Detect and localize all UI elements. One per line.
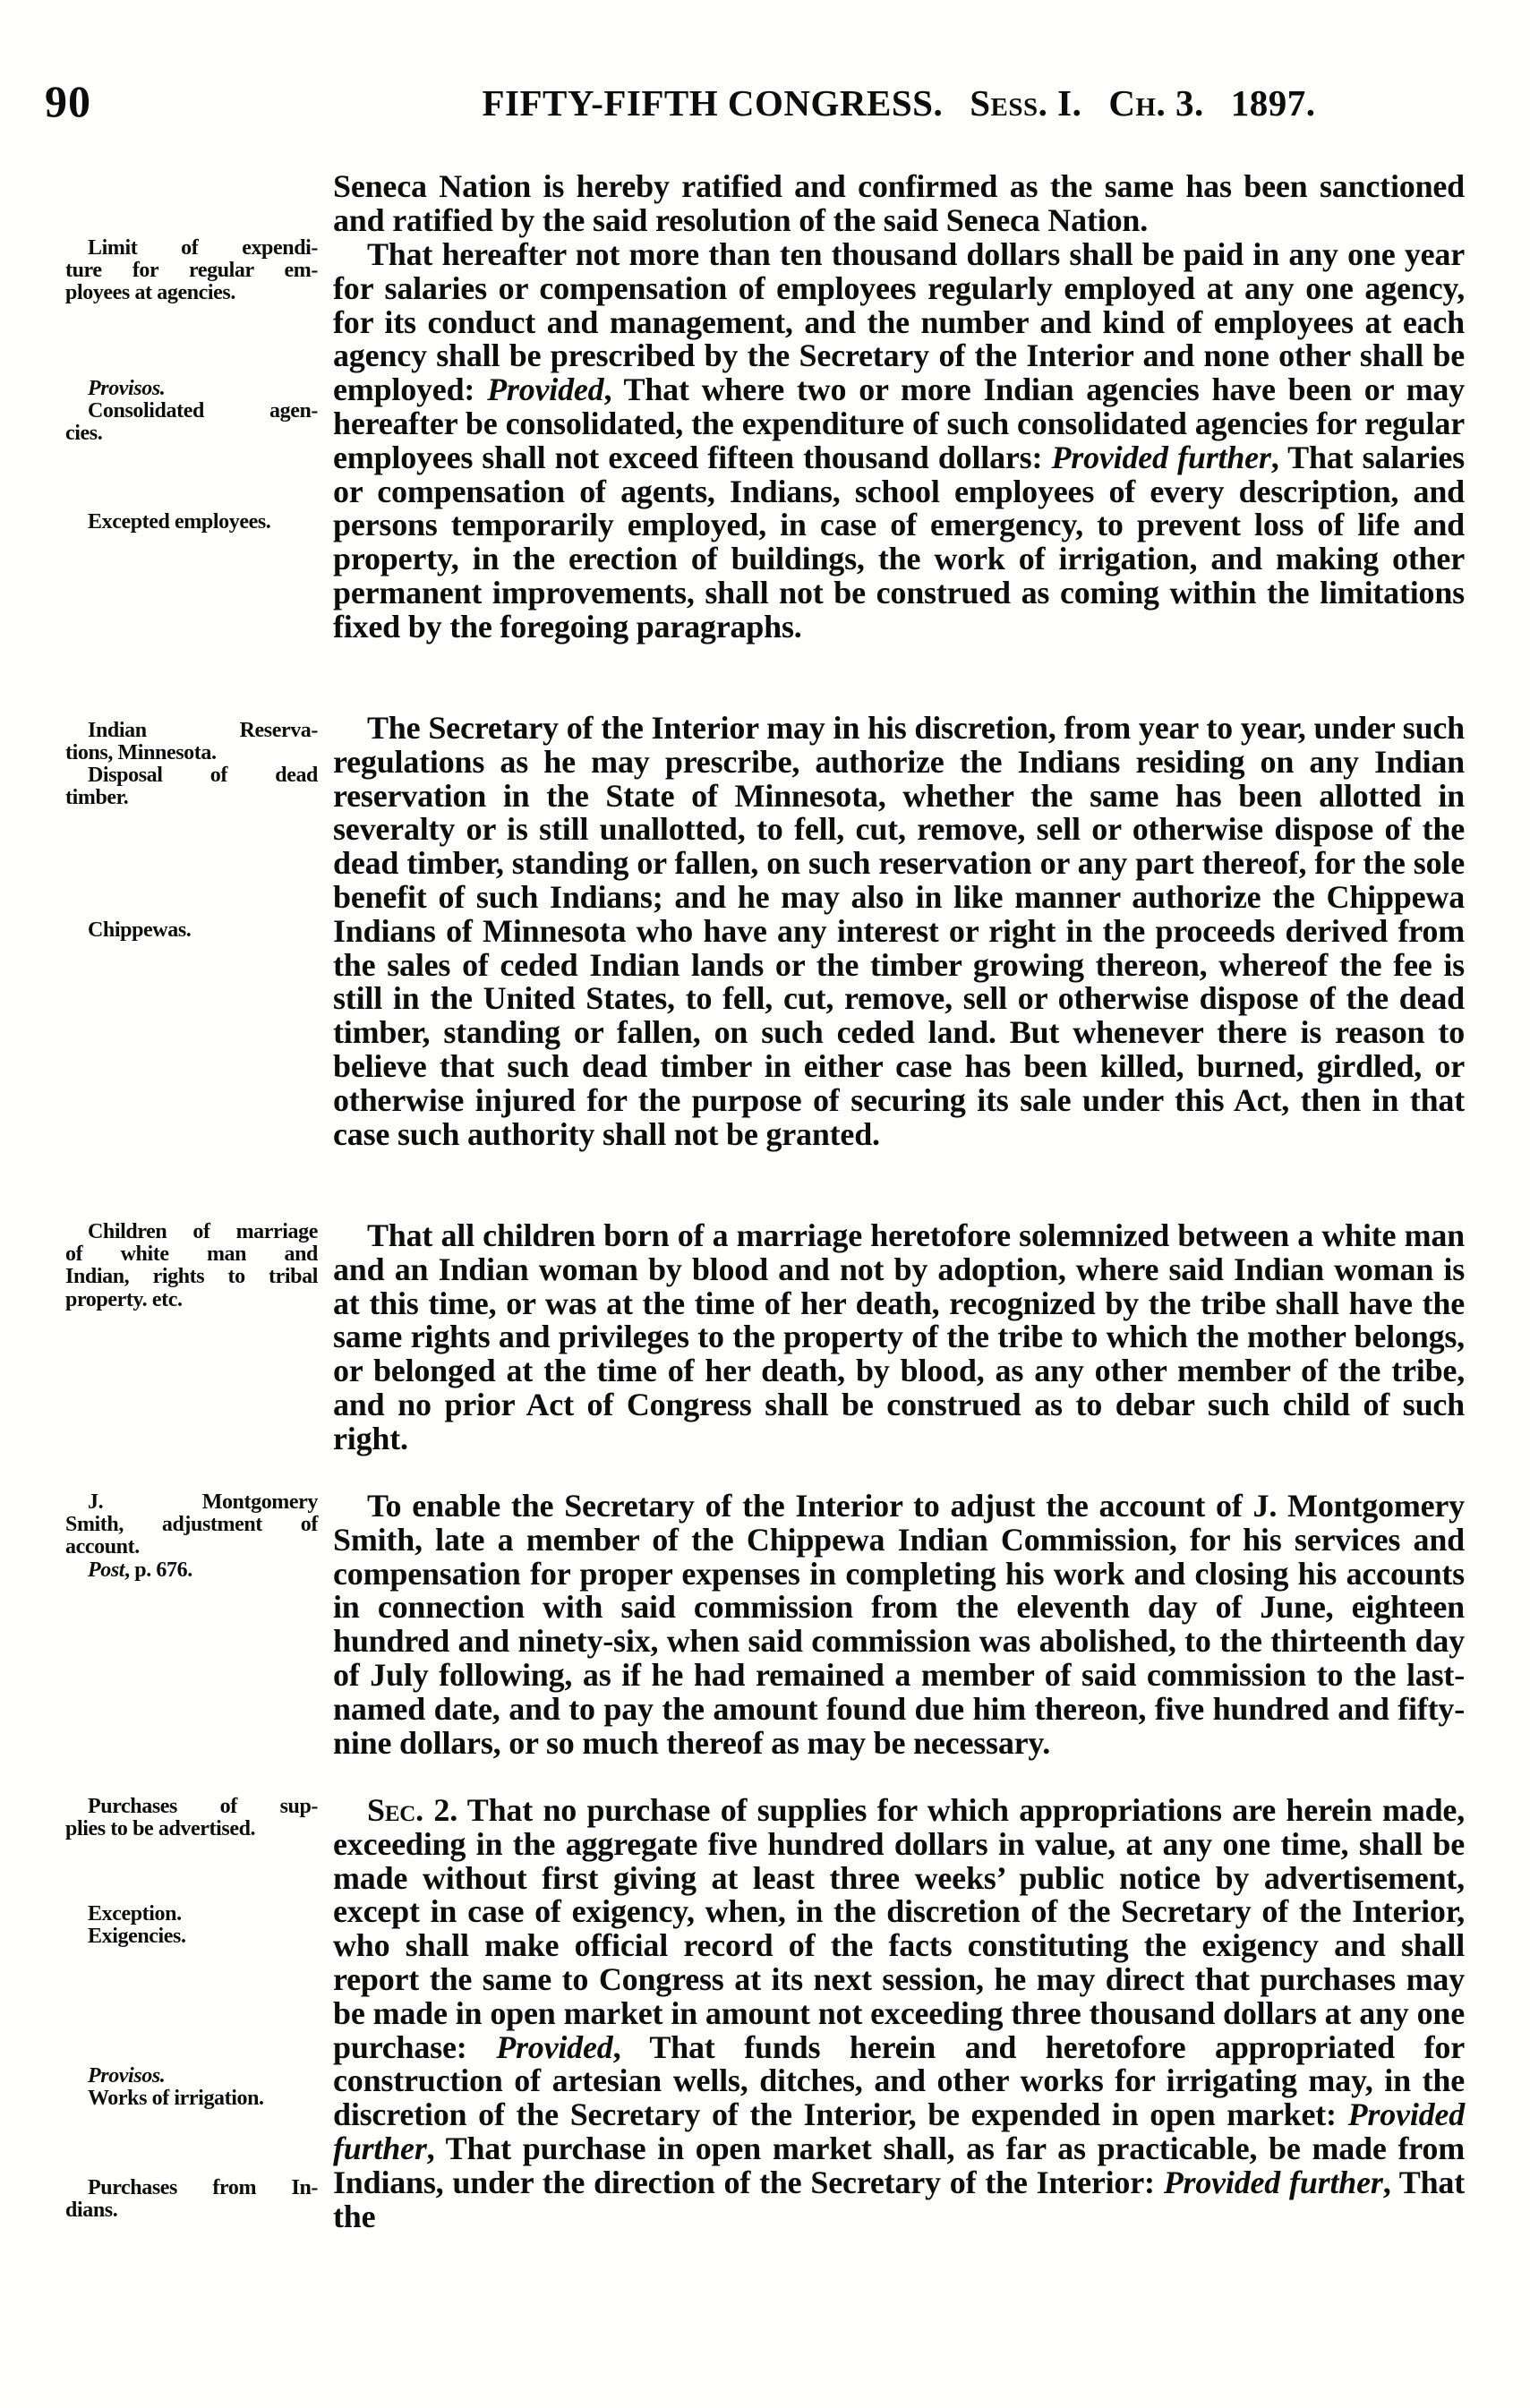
margin-note-line bbox=[65, 1796, 318, 1818]
margin-note-line bbox=[65, 2177, 318, 2199]
margin-note bbox=[65, 2065, 318, 2088]
margin-note-line bbox=[65, 764, 318, 787]
text-segment: Provided bbox=[496, 2028, 613, 2065]
margin-note bbox=[65, 1221, 318, 1311]
margin-note-line bbox=[65, 2065, 318, 2088]
text-segment: Smith, adjustment of bbox=[65, 1513, 318, 1537]
margin-note bbox=[65, 1926, 318, 1948]
text-segment: of white man and bbox=[65, 1242, 318, 1267]
body-paragraph bbox=[333, 238, 1465, 645]
margin-note-line bbox=[65, 1221, 318, 1243]
text-segment: , That salaries or compensation of agents, Indians, school employees of every description, and persons temporarily employed, in case of emergency, to prevent loss of life and property, in the erection of buildings, the work of irrigation, and making other permanent improvements, shall not be construed as coming within the limitations fixed by the foregoing paragraphs. bbox=[333, 439, 1465, 645]
margin-note bbox=[65, 919, 318, 942]
text-segment: , p. 676. bbox=[124, 1558, 192, 1582]
text-segment: , That funds herein and heretofore appropriated for construction of artesian wells, ditches, and other works for irrigating may, in the discretion of the Secretary of the Interior, be expended in open market: bbox=[333, 2028, 1465, 2133]
text-segment: Purchases from In- bbox=[88, 2176, 318, 2199]
text-segment: account. bbox=[65, 1535, 140, 1559]
text-segment: , That the bbox=[333, 2164, 1466, 2234]
text-segment: That all children born of a marriage heretofore solemnized between a white man and an Indian woman by blood and not by adoption, where said Indian woman is at this time, or was at the time of her death, recognized by the tribe shall have the same rights and privileges to the property of the tribe to which the mother belongs, or belonged at the time of her death, by blood, as any other member of the tribe, and no prior Act of Congress shall be construed as to debar such child of such right. bbox=[333, 1217, 1465, 1456]
text-segment: Works of irrigation. bbox=[88, 2087, 264, 2110]
margin-note-line bbox=[65, 742, 318, 764]
text-segment: Chippewas. bbox=[88, 918, 192, 942]
text-segment: Provided further bbox=[1163, 2164, 1383, 2200]
margin-note-line bbox=[65, 511, 318, 534]
text-segment: To enable the Secretary of the Interior to adjust the account of J. Montgomery Smith, late a member of the Chippewa Indian Commission, for his services and compensation for proper expenses in completing his work and closing his accounts in connection with said commission from the eleventh day of June, eighteen hundred and ninety-six, when said commission was abolished, to the thirteenth day of July following, as if he had remained a member of said commission to the last-named date, and to pay the amount found due him thereon, five hundred and fifty-nine dollars, or so much thereof as may be necessary. bbox=[333, 1488, 1465, 1761]
text-segment: Disposal of dead bbox=[88, 764, 318, 787]
margin-note bbox=[65, 1491, 318, 1559]
margin-note bbox=[65, 1559, 318, 1582]
margin-note-line bbox=[65, 260, 318, 282]
text-segment: Children of marriage bbox=[88, 1220, 318, 1243]
margin-note bbox=[65, 2177, 318, 2222]
margin-note-line bbox=[65, 1514, 318, 1536]
text-segment: Sec. bbox=[367, 1792, 423, 1828]
text-segment: That hereafter not more than ten thousand dollars shall be paid in any one year for salaries or compensation of employees regularly employed at any one agency, for its conduct and management, and the number and kind of employees at each agency shall be prescribed by the Secretary of the Interior and none other shall be employed: bbox=[333, 236, 1465, 408]
margin-note-line bbox=[65, 400, 318, 423]
text-segment: plies to be advertised. bbox=[65, 1817, 256, 1841]
text-segment: Exigencies. bbox=[88, 1925, 186, 1948]
margin-note-line bbox=[65, 237, 318, 260]
text-segment: Exception. bbox=[88, 1902, 182, 1926]
margin-note-line bbox=[65, 378, 318, 400]
margin-note-line bbox=[65, 1903, 318, 1926]
text-segment: dians. bbox=[65, 2199, 118, 2223]
body-paragraph bbox=[333, 1794, 1465, 2233]
text-segment: 2. That no purchase of supplies for which appropriations are herein made, exceeding in the aggregate five hundred dollars in value, at any one time, shall be made without first giving at least three weeks’ public notice by advertisement, except in case of exigency, when, in the discretion of the Secretary of the Interior, who shall make official record of the facts constituting the exigency and shall report the same to Congress at its next session, he may direct that purchases may be made in open market in amount not exceeding three thousand dollars at any one purchase: bbox=[333, 1792, 1465, 2065]
margin-note bbox=[65, 378, 318, 400]
body-paragraph bbox=[333, 712, 1465, 1151]
margin-note bbox=[65, 1796, 318, 1840]
chapter-label: Ch. 3. bbox=[1108, 82, 1204, 124]
margin-note-line bbox=[65, 1536, 318, 1558]
page-number: 90 bbox=[45, 76, 91, 126]
margin-note-line bbox=[65, 919, 318, 942]
text-segment: ture for regular em- bbox=[65, 259, 318, 283]
text-segment: , That where two or more Indian agencies have been or may hereafter be consolidated, the expenditure of such consolidated agencies for regular employees shall not exceed fifteen thousand dollars: bbox=[333, 371, 1466, 475]
text-segment: J. Montgomery bbox=[88, 1490, 318, 1514]
text-segment: Purchases of sup- bbox=[88, 1795, 318, 1818]
text-segment: Provisos. bbox=[88, 377, 166, 400]
margin-note bbox=[65, 511, 318, 534]
margin-note-line bbox=[65, 1243, 318, 1266]
margin-note-line bbox=[65, 1491, 318, 1514]
margin-note bbox=[65, 400, 318, 445]
text-segment: The Secretary of the Interior may in his discretion, from year to year, under such regulations as he may prescribe, authorize the Indians residing on any Indian reservation in the State of Minnesota, whether the same has been allotted in severalty or is still unallotted, to fell, cut, remove, sell or otherwise dispose of the dead timber, standing or fallen, on such reservation or any part thereof, for the sole benefit of such Indians; and he may also in like manner authorize the Chippewa Indians of Minnesota who have any interest or right in the proceeds derived from the sales of ceded Indian lands or the timber growing thereon, whereof the fee is still in the United States, to fell, cut, remove, sell or otherwise dispose of the dead timber, standing or fallen, on such ceded land. But whenever there is reason to believe that such dead timber in either case has been killed, burned, girdled, or otherwise injured for the purpose of securing its sale under this Act, then in that case such authority shall not be granted. bbox=[333, 710, 1465, 1152]
text-segment: Seneca Nation is hereby ratified and confirmed as the same has been sanctioned and ratified by the said resolution of the said Seneca Nation. bbox=[333, 168, 1465, 238]
margin-note-line bbox=[65, 720, 318, 742]
text-segment: cies. bbox=[65, 422, 103, 446]
margin-note-line bbox=[65, 1559, 318, 1582]
margin-note-line bbox=[65, 1289, 318, 1311]
margin-note-line bbox=[65, 1818, 318, 1840]
margin-note bbox=[65, 720, 318, 764]
text-segment: Indian, rights to tribal bbox=[65, 1265, 318, 1289]
text-segment: Provided further bbox=[333, 2096, 1465, 2166]
margin-note-line bbox=[65, 1266, 318, 1288]
margin-note bbox=[65, 237, 318, 305]
margin-note bbox=[65, 2088, 318, 2110]
text-segment: Provisos. bbox=[88, 2064, 166, 2088]
margin-note-line bbox=[65, 1926, 318, 1948]
text-segment: Post bbox=[88, 1558, 125, 1582]
body-paragraph bbox=[333, 1219, 1465, 1456]
margin-note-line bbox=[65, 2199, 318, 2222]
margin-note-line bbox=[65, 423, 318, 445]
text-segment: tions, Minnesota. bbox=[65, 741, 217, 765]
text-segment: Excepted employees. bbox=[88, 510, 271, 534]
running-header bbox=[333, 82, 1465, 124]
session-label: Sess. I. bbox=[970, 82, 1082, 124]
margin-note bbox=[65, 1903, 318, 1926]
text-segment: Provided bbox=[487, 371, 604, 408]
text-segment: Indian Reserva- bbox=[88, 719, 318, 742]
text-segment: Provided further bbox=[1051, 439, 1271, 475]
text-segment: ployees at agencies. bbox=[65, 281, 235, 305]
text-segment: property. etc. bbox=[65, 1287, 183, 1311]
body-paragraph bbox=[333, 1490, 1465, 1760]
text-segment: , That purchase in open market shall, as far as practicable, be made from Indians, under the direction of the Secretary of the Interior: bbox=[333, 2130, 1465, 2200]
margin-note-line bbox=[65, 787, 318, 809]
text-segment: Limit of expendi- bbox=[88, 236, 318, 260]
year-label: 1897. bbox=[1230, 82, 1316, 124]
margin-note-line bbox=[65, 282, 318, 304]
body-paragraph bbox=[333, 170, 1465, 238]
margin-note bbox=[65, 764, 318, 809]
congress-title: FIFTY-FIFTH CONGRESS. bbox=[482, 82, 944, 124]
margin-note-line bbox=[65, 2088, 318, 2110]
text-segment: timber. bbox=[65, 786, 129, 810]
text-segment: Consolidated agen- bbox=[88, 399, 318, 423]
